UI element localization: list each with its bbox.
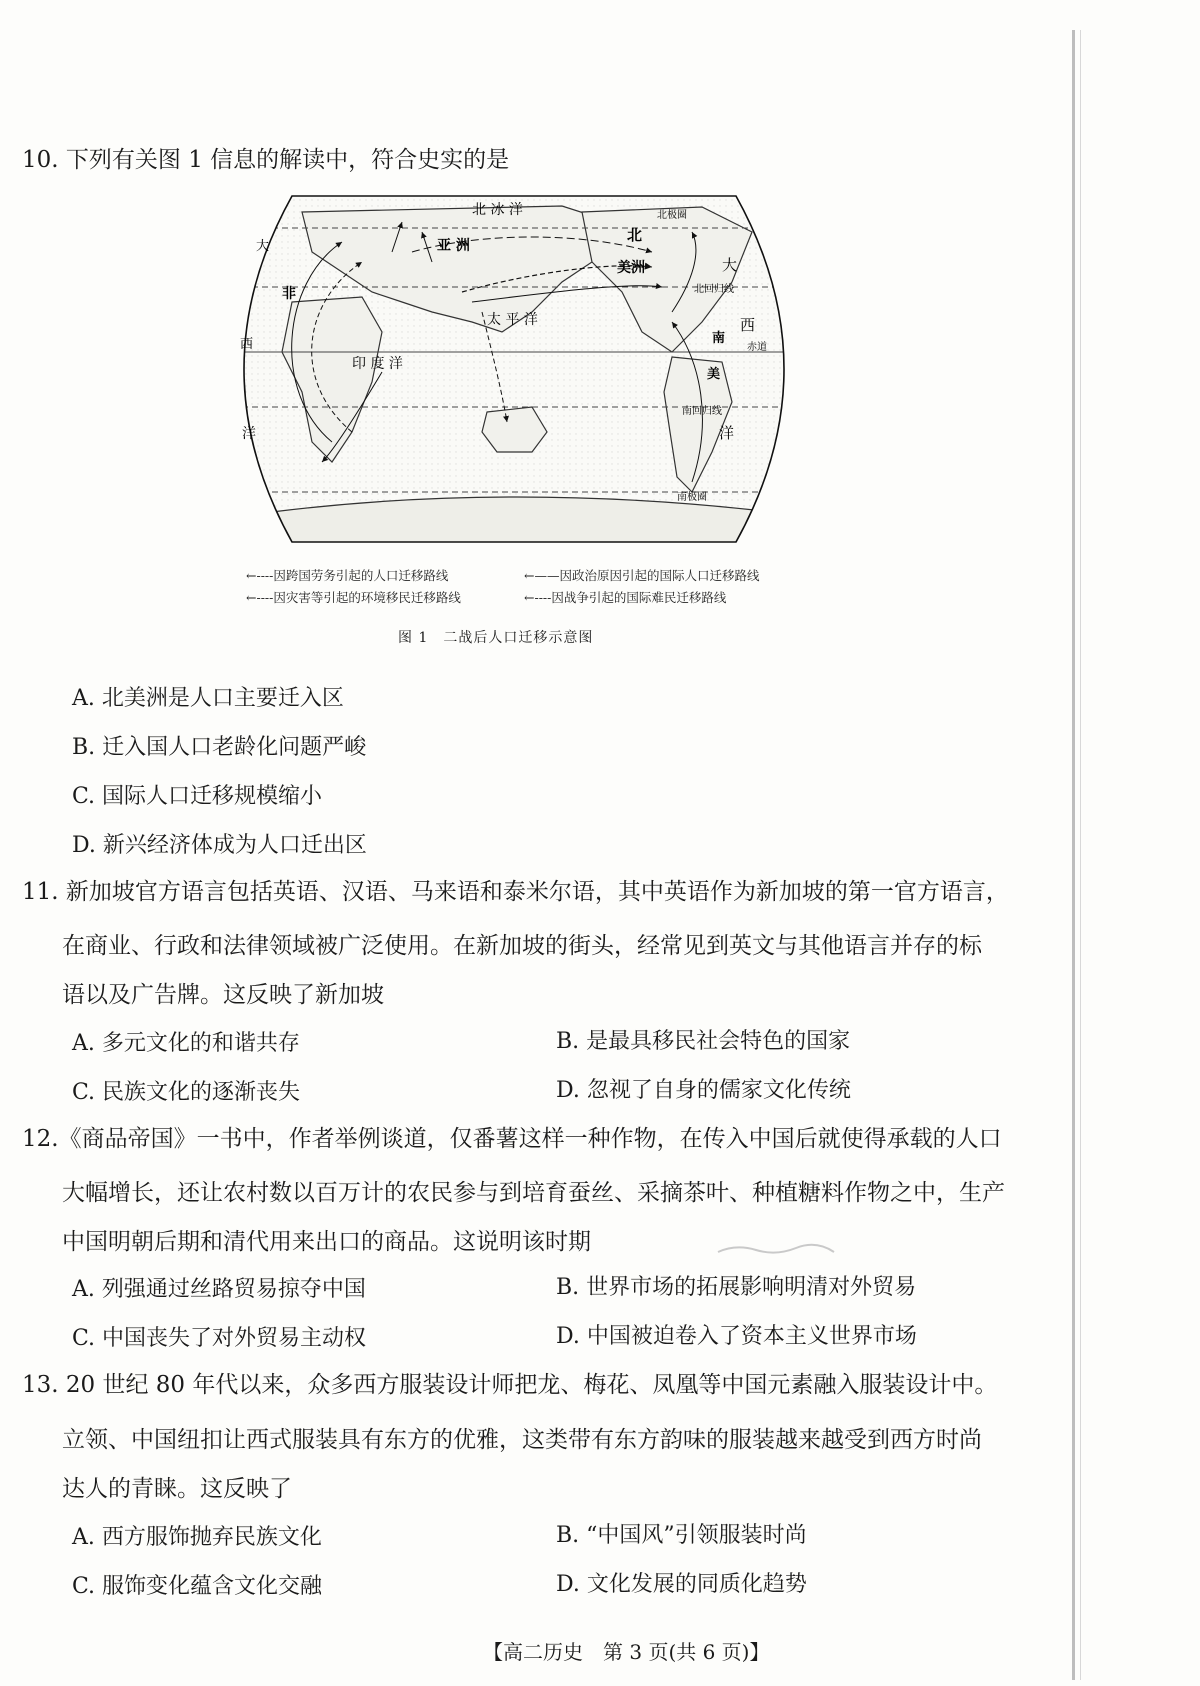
q10-option-d[interactable]: D. 新兴经济体成为人口迁出区 [72, 833, 367, 858]
q13-option-d[interactable]: D. 文化发展的同质化趋势 [556, 1572, 807, 1597]
question-11-line-2: 在商业、行政和法律领域被广泛使用。在新加坡的街头，经常见到英文与其他语言并存的标 [62, 933, 982, 959]
q12-option-a[interactable]: A. 列强通过丝路贸易掠夺中国 [72, 1277, 366, 1302]
q12-option-c[interactable]: C. 中国丧失了对外贸易主动权 [72, 1326, 367, 1351]
map-label-africa: 非 [282, 286, 296, 302]
q12-option-d[interactable]: D. 中国被迫卷入了资本主义世界市场 [556, 1324, 917, 1349]
page-footer: 【高二历史 第 3 页(共 6 页)】 [483, 1640, 770, 1664]
q11-option-c[interactable]: C. 民族文化的逐渐丧失 [72, 1080, 301, 1105]
q11-option-a[interactable]: A. 多元文化的和谐共存 [72, 1031, 300, 1056]
map-label-mei: 美 [707, 367, 721, 382]
map-label-arctic: 北 冰 洋 [472, 202, 523, 218]
question-13-line-1: 13. 20 世纪 80 年代以来，众多西方服装设计师把龙、梅花、凤凰等中国元素融入服装设计中。 [22, 1372, 998, 1398]
map-label-west-left: 西 [240, 337, 254, 352]
legend-war: ←----因战争引起的国际难民迁移路线 [524, 590, 727, 605]
map-label-polar-south: 南极圈 [677, 492, 707, 503]
q10-option-b[interactable]: B. 迁入国人口老龄化问题严峻 [72, 735, 367, 760]
scan-edge-line [1072, 30, 1075, 1680]
map-label-da-left: 大 [256, 239, 270, 254]
map-label-tropic-south: 南回归线 [682, 406, 722, 417]
question-13-line-2: 立领、中国纽扣让西式服装具有东方的优雅，这类带有东方韵味的服装越来越受到西方时尚 [62, 1427, 982, 1453]
legend-labor: ←----因跨国劳务引起的人口迁移路线 [246, 568, 449, 583]
map-label-da: 大 [722, 256, 738, 274]
migration-world-map [232, 192, 796, 546]
map-label-pacific: 太 平 洋 [487, 312, 538, 328]
question-12-line-3: 中国明朝后期和清代用来出口的商品。这说明该时期 [62, 1229, 591, 1255]
question-11-line-3: 语以及广告牌。这反映了新加坡 [62, 982, 384, 1008]
q11-option-b[interactable]: B. 是最具移民社会特色的国家 [556, 1029, 851, 1054]
antarctica-landmass [272, 497, 772, 546]
map-label-yang-left: 洋 [242, 426, 256, 442]
map-label-indian: 印 度 洋 [352, 356, 403, 372]
q11-option-d[interactable]: D. 忽视了自身的儒家文化传统 [556, 1078, 851, 1103]
map-label-south: 南 [712, 331, 726, 346]
map-label-yang: 洋 [719, 424, 735, 442]
q13-option-a[interactable]: A. 西方服饰抛弃民族文化 [72, 1525, 322, 1550]
legend-political: ←——因政治原因引起的国际人口迁移路线 [524, 568, 760, 583]
q13-option-c[interactable]: C. 服饰变化蕴含文化交融 [72, 1574, 323, 1599]
q13-option-b[interactable]: B. “中国风”引领服装时尚 [556, 1523, 807, 1548]
question-12-line-2: 大幅增长，还让农村数以百万计的农民参与到培育蚕丝、采摘茶叶、种植糖料作物之中，生产 [62, 1180, 1005, 1206]
map-label-xi: 西 [740, 316, 756, 334]
question-12-line-1: 12.《商品帝国》一书中，作者举例谈道，仅番薯这样一种作物，在传入中国后就使得承载的人口 [22, 1126, 1002, 1152]
figure-caption: 图 1 二战后人口迁移示意图 [398, 630, 594, 646]
map-label-asia: 亚 洲 [437, 238, 470, 254]
question-13-line-3: 达人的青睐。这反映了 [62, 1476, 292, 1502]
q10-option-c[interactable]: C. 国际人口迁移规模缩小 [72, 784, 323, 809]
map-label-north: 北 [627, 226, 643, 244]
q10-option-a[interactable]: A. 北美洲是人口主要迁入区 [72, 686, 344, 711]
map-label-polar-north: 北极圈 [657, 210, 687, 221]
legend-environmental: ←----因灾害等引起的环境移民迁移路线 [246, 590, 461, 605]
map-label-tropic-north: 北回归线 [694, 284, 734, 295]
pencil-scribble [716, 1240, 836, 1258]
map-label-equator: 赤道 [747, 342, 767, 353]
scan-edge-line [1080, 30, 1081, 1680]
map-label-america: 美洲 [617, 260, 645, 276]
question-11-line-1: 11. 新加坡官方语言包括英语、汉语、马来语和泰米尔语，其中英语作为新加坡的第一官方语言， [22, 879, 1009, 905]
question-10-stem: 10. 下列有关图 1 信息的解读中，符合史实的是 [22, 147, 510, 173]
q12-option-b[interactable]: B. 世界市场的拓展影响明清对外贸易 [556, 1275, 917, 1300]
